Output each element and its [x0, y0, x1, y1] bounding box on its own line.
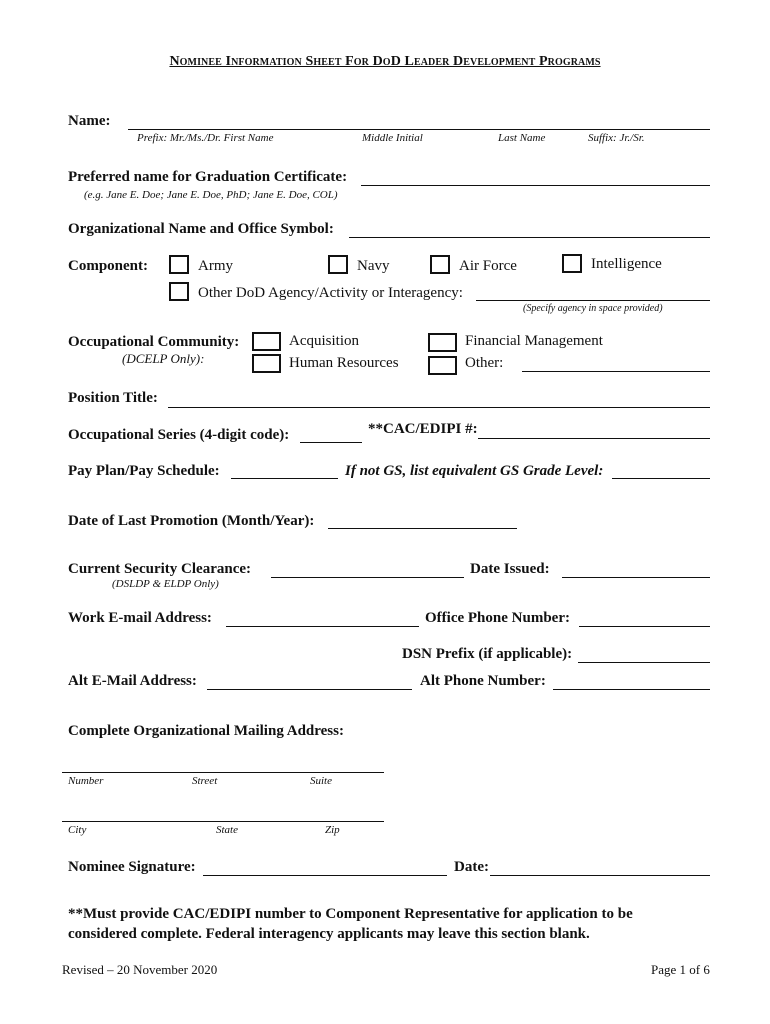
- revision-date: Revised – 20 November 2020: [62, 962, 218, 977]
- name-hint-middle: Middle Initial: [362, 132, 423, 144]
- option-intelligence: Intelligence: [591, 256, 662, 272]
- office-phone-field[interactable]: [579, 626, 710, 627]
- signature-field[interactable]: [203, 875, 447, 876]
- clearance-field[interactable]: [271, 577, 464, 578]
- checkbox-army[interactable]: [169, 255, 189, 274]
- alt-email-field[interactable]: [207, 689, 412, 690]
- signature-date-field[interactable]: [490, 875, 710, 876]
- checkbox-other-agency[interactable]: [169, 282, 189, 301]
- clearance-sub: (DSLDP & ELDP Only): [112, 578, 219, 590]
- option-acquisition: Acquisition: [289, 333, 359, 349]
- checkbox-acquisition[interactable]: [252, 332, 281, 351]
- address-line-1-field[interactable]: [62, 772, 384, 773]
- name-hint-suffix: Suffix: Jr./Sr.: [588, 132, 645, 144]
- form-title: Nominee Information Sheet For DoD Leader Development Programs: [169, 54, 601, 69]
- pay-plan-field[interactable]: [231, 478, 338, 479]
- occ-community-sub: (DCELP Only):: [122, 351, 205, 366]
- date-issued-label: Date Issued:: [470, 561, 550, 577]
- signature-date-label: Date:: [454, 859, 489, 875]
- address-line-2-field[interactable]: [62, 821, 384, 822]
- checkbox-air-force[interactable]: [430, 255, 450, 274]
- org-name-label: Organizational Name and Office Symbol:: [68, 221, 334, 237]
- option-financial-mgmt: Financial Management: [465, 333, 603, 349]
- checkbox-navy[interactable]: [328, 255, 348, 274]
- mailing-address-label: Complete Organizational Mailing Address:: [68, 723, 344, 739]
- clearance-label: Current Security Clearance:: [68, 561, 252, 577]
- preferred-name-field[interactable]: [361, 185, 710, 186]
- signature-label: Nominee Signature:: [68, 859, 196, 875]
- address-hint-suite: Suite: [310, 775, 332, 787]
- checkbox-other-community[interactable]: [428, 356, 457, 375]
- name-field[interactable]: [128, 129, 710, 130]
- occ-series-label: Occupational Series (4-digit code):: [68, 427, 290, 443]
- checkbox-human-resources[interactable]: [252, 354, 281, 373]
- last-promotion-label: Date of Last Promotion (Month/Year):: [68, 513, 315, 529]
- gs-grade-field[interactable]: [612, 478, 710, 479]
- option-army: Army: [198, 258, 233, 274]
- other-community-field[interactable]: [522, 371, 710, 372]
- gs-grade-label: If not GS, list equivalent GS Grade Level:: [345, 463, 604, 479]
- address-hint-street: Street: [192, 775, 218, 787]
- office-phone-label: Office Phone Number:: [425, 610, 570, 626]
- alt-email-label: Alt E-Mail Address:: [68, 673, 197, 689]
- org-name-field[interactable]: [349, 237, 710, 238]
- position-title-label: Position Title:: [68, 390, 158, 406]
- option-other-agency: Other DoD Agency/Activity or Interagency:: [198, 285, 463, 301]
- occ-series-field[interactable]: [300, 442, 362, 443]
- option-air-force: Air Force: [459, 258, 517, 274]
- address-hint-number: Number: [68, 775, 104, 787]
- name-label: Name:: [68, 113, 111, 129]
- alt-phone-field[interactable]: [553, 689, 710, 690]
- option-navy: Navy: [357, 258, 390, 274]
- address-hint-city: City: [68, 824, 87, 836]
- option-other-community: Other:: [465, 355, 504, 371]
- preferred-name-hint: (e.g. Jane E. Doe; Jane E. Doe, PhD; Jane E. Doe, COL): [84, 189, 338, 201]
- name-hint-last: Last Name: [498, 132, 546, 144]
- date-issued-field[interactable]: [562, 577, 710, 578]
- work-email-label: Work E-mail Address:: [68, 610, 212, 626]
- cac-edipi-label: **CAC/EDIPI #:: [368, 421, 478, 437]
- preferred-name-label: Preferred name for Graduation Certificate:: [68, 169, 348, 185]
- work-email-field[interactable]: [226, 626, 419, 627]
- address-hint-zip: Zip: [325, 824, 340, 836]
- checkbox-intelligence[interactable]: [562, 254, 582, 273]
- cac-requirement-note: **Must provide CAC/EDIPI number to Component Representative for application to be considered complete. Federal interagency applicants may leave this section blank.: [68, 906, 633, 942]
- dsn-field[interactable]: [578, 662, 710, 663]
- dsn-label: DSN Prefix (if applicable):: [402, 646, 573, 662]
- occ-community-label: Occupational Community:: [68, 334, 240, 350]
- name-hint-first: Prefix: Mr./Ms./Dr. First Name: [137, 132, 274, 144]
- position-title-field[interactable]: [168, 407, 710, 408]
- alt-phone-label: Alt Phone Number:: [420, 673, 546, 689]
- pay-plan-label: Pay Plan/Pay Schedule:: [68, 463, 220, 479]
- page-number: Page 1 of 6: [651, 962, 710, 977]
- component-label: Component:: [68, 258, 149, 274]
- cac-edipi-field[interactable]: [478, 438, 710, 439]
- last-promotion-field[interactable]: [328, 528, 517, 529]
- other-agency-field[interactable]: [476, 300, 710, 301]
- checkbox-financial-mgmt[interactable]: [428, 333, 457, 352]
- option-human-resources: Human Resources: [289, 355, 399, 371]
- other-agency-hint: (Specify agency in space provided): [523, 303, 663, 314]
- address-hint-state: State: [216, 824, 238, 836]
